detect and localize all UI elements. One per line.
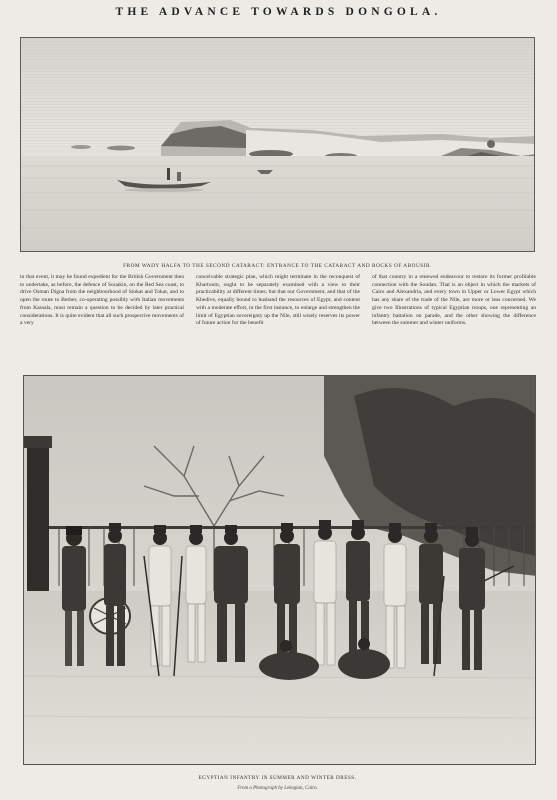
infantry-photograph [23,375,536,765]
article-column-3: of that country in a renewed endeavour to restore its former profitable connection with the Soudan. That is an object in which the markets of Cairo and Alexandria, and every town in Upper or Lower Egypt which has any share of the trade of the Nile, are more or less concerned. We give two Illustrations of typical Egyptian troops, one representing an infantry battalion on parade, and the other showing the difference between the summer and winter uniforms. [372,274,536,327]
article-columns [20,274,536,328]
article-column-1: in that event, it may be found expedient for the British Government then to undertake, as before, the defence of Souakin, on the Red Sea coast, to drive Osman Digna from the neighbourhood of Sinkat and Tokar, and to open the route to Berber, co-operating possibly with Italian movements from Kassala, must remain a question to be decided by later practical considerations. It is quite evident that all such prospective movements of a very [20,274,184,327]
page-title: THE ADVANCE TOWARDS DONGOLA. [115,6,442,18]
top-plate-caption: FROM WADY HALFA TO THE SECOND CATARACT: ENTRANCE TO THE CATARACT AND ROCKS OF ABOUSIR. [123,263,432,269]
photo-credit: From a Photograph by Lekegian, Cairo. [237,786,318,791]
bottom-plate-caption: EGYPTIAN INFANTRY IN SUMMER AND WINTER DRESS. [198,775,357,781]
article-column-2: conceivable strategic plan, which might terminate in the reconquest of Khartoum, ought to be separately examined with a view to their practicability at different times; but that our Government, and that of the Khedive, equally bound to husband the resources of Egypt, and content with a moderate effort, in the first instance, to enlarge and strengthen the limit of Egyptian sovereignty up the Nile, still wisely reserves its power of future action for the benefit [196,274,360,327]
river-cataract-engraving [20,37,535,252]
